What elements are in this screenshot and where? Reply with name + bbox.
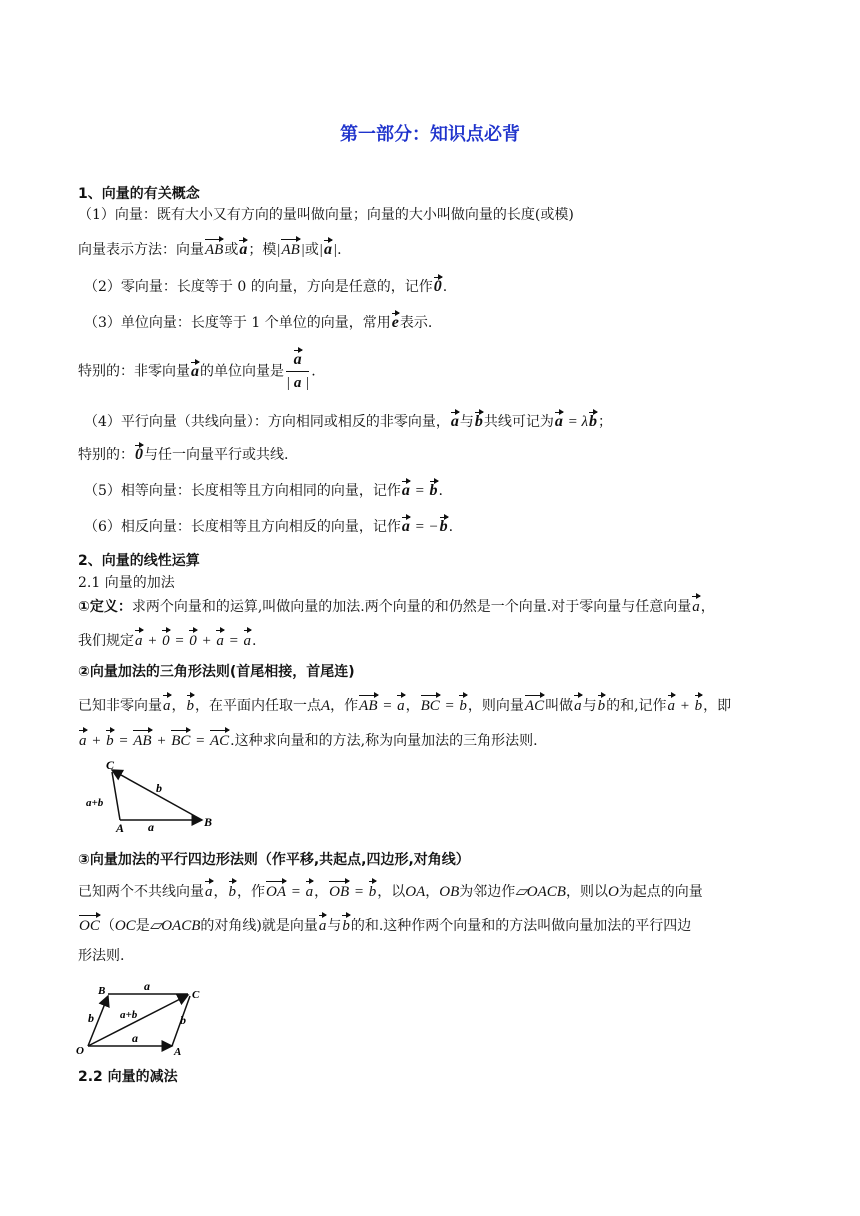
subsection-2-2: 2.2 向量的减法 — [78, 1069, 178, 1085]
section-heading-1: 1、向量的有关概念 — [78, 186, 200, 202]
label-a-plus-b: a+b — [86, 797, 104, 809]
parallelogram-rule-line-1: 已知两个不共线向量a，b，作OA = a，OB = b，以OA，OB为邻边作▱OACB，则以O为起点的向量 — [78, 884, 703, 900]
label-b: b — [156, 781, 162, 795]
special-note-2: 特别的：0与任一向量平行或共线. — [78, 446, 289, 463]
item-2: （2）零向量：长度等于 0 的向量，方向是任意的，记作0. — [84, 278, 448, 295]
item-1: （1）向量：既有大小又有方向的量叫做向量；向量的大小叫做向量的长度(或模) — [78, 207, 574, 223]
label-b-left: b — [88, 1011, 94, 1025]
label-B: B — [98, 985, 106, 997]
label-b-right: b — [180, 1013, 186, 1027]
label-O: O — [76, 1045, 84, 1057]
vector-OC-line — [88, 995, 188, 1046]
unit-vector-fraction: $\frac{a}{| a |}$ — [286, 351, 310, 391]
parallelogram-rule-line-3: 形法则. — [78, 948, 125, 964]
triangle-rule-line-2: a + b = AB + BC = AC.这种求向量和的方法,称为向量加法的三角形法则. — [79, 733, 538, 749]
vector-sum-line — [112, 772, 120, 820]
special-note-1: 特别的：非零向量a的单位向量是 $\frac{a}{| a |}$ . — [78, 351, 316, 391]
label-C: C — [106, 758, 115, 772]
page-title: 第一部分：知识点必背 — [340, 124, 520, 145]
vector-b-line — [112, 770, 202, 820]
label-A: A — [116, 821, 125, 835]
parallelogram-rule-line-2: OC（OC是▱OACB的对角线)就是向量a与b的和.这种作两个向量和的方法叫做向量加法的平行四边 — [79, 918, 692, 934]
label-B: B — [204, 815, 213, 829]
label-A: A — [174, 1046, 182, 1058]
triangle-rule-heading: ②向量加法的三角形法则(首尾相接，首尾连) — [78, 664, 355, 680]
label-a: a — [148, 820, 154, 834]
label-C: C — [192, 989, 200, 1001]
item-6: （6）相反向量：长度相等且方向相反的向量，记作a = −b. — [84, 518, 454, 535]
item-5: （5）相等向量：长度相等且方向相同的向量，记作a = b. — [84, 482, 443, 499]
definition-line: ①定义：求两个向量和的运算,叫做向量的加法.两个向量的和仍然是一个向量.对于零向量与任意向量a， — [78, 599, 715, 615]
rule-line: 我们规定a + 0 = 0 + a = a. — [78, 633, 257, 649]
item-4: （4）平行向量（共线向量）：方向相同或相反的非零向量，a与b共线可记为a = λb； — [84, 413, 613, 430]
subsection-2-1: 2.1 向量的加法 — [78, 575, 175, 591]
item-3: （3）单位向量：长度等于 1 个单位的向量，常用e表示. — [84, 314, 433, 331]
label-a-plus-b: a+b — [120, 1009, 138, 1021]
label-a-top: a — [144, 980, 150, 993]
parallelogram-rule-heading: ③向量加法的平行四边形法则（作平移,共起点,四边形,对角线） — [78, 852, 470, 868]
representation-line: 向量表示方法：向量AB或a；模|AB|或|a|. — [78, 241, 342, 258]
parallelogram-rule-figure — [74, 980, 214, 1060]
section-heading-2: 2、向量的线性运算 — [78, 553, 200, 569]
label-a-bottom: a — [132, 1031, 138, 1045]
triangle-rule-line-1: 已知非零向量a，b，在平面内任取一点A，作AB = a，BC = b，则向量AC叫做a与b的和,记作a + b，即 — [78, 698, 732, 714]
triangle-rule-figure — [84, 758, 220, 838]
